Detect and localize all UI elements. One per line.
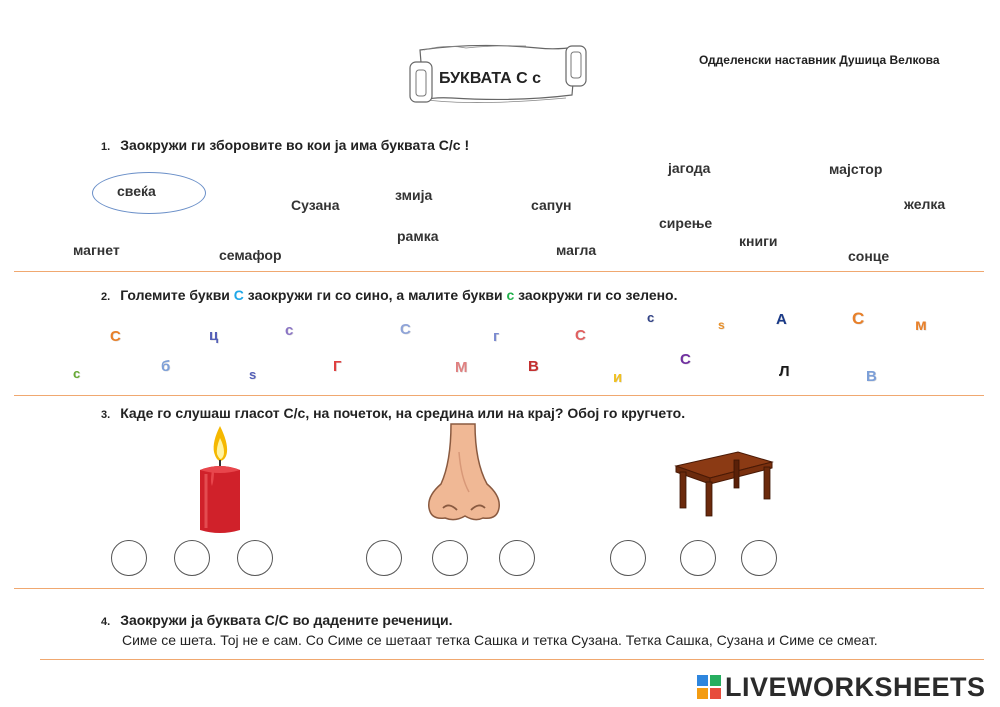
word-item[interactable]: магнет bbox=[73, 242, 120, 258]
word-item[interactable]: Сузана bbox=[291, 197, 340, 213]
answer-circle-nose-3[interactable] bbox=[499, 540, 535, 576]
task2-small-letter: с bbox=[506, 287, 515, 303]
answer-circle-candle-1[interactable] bbox=[111, 540, 147, 576]
candle-icon bbox=[196, 424, 244, 534]
task2-instruction bbox=[101, 287, 678, 303]
task3-text: Каде го слушаш гласот С/с, на почеток, на средина или на крај? Обој го кругчето. bbox=[120, 405, 686, 421]
letter-item[interactable]: М bbox=[455, 359, 468, 376]
letter-item[interactable]: б bbox=[161, 358, 171, 375]
nose-icon bbox=[425, 422, 503, 524]
letter-item[interactable]: ц bbox=[209, 327, 219, 344]
letter-item[interactable]: Г bbox=[333, 358, 342, 375]
answer-circle-table-2[interactable] bbox=[680, 540, 716, 576]
task3-instruction bbox=[101, 405, 685, 421]
word-item[interactable]: рамка bbox=[397, 228, 439, 244]
word-item[interactable]: јагода bbox=[668, 160, 711, 176]
task2-text-after: заокружи ги со зелено. bbox=[514, 287, 678, 303]
liveworksheets-logo-icon bbox=[697, 675, 721, 699]
task1-number: 1. bbox=[101, 141, 111, 153]
task4-sentence[interactable]: Симе се шета. Тој не е сам. Со Симе се шетаат тетка Сашка и тетка Сузана. Тетка Сашка, Сузана и Симе се смеат. bbox=[122, 632, 878, 648]
word-item[interactable]: змија bbox=[395, 187, 433, 203]
task2-text-middle: заокружи ги со сино, а малите букви bbox=[243, 287, 507, 303]
task4-text: Заокружи ја буквата С/С во дадените реченици. bbox=[120, 612, 453, 628]
word-item[interactable]: свеќа bbox=[117, 183, 156, 199]
letter-item[interactable]: ѕ bbox=[249, 367, 257, 382]
word-item[interactable]: сапун bbox=[531, 197, 572, 213]
answer-circle-nose-1[interactable] bbox=[366, 540, 402, 576]
task4-number: 4. bbox=[101, 616, 111, 628]
letter-item[interactable]: м bbox=[915, 317, 927, 334]
letter-item[interactable]: А bbox=[776, 311, 787, 328]
word-item[interactable]: книги bbox=[739, 233, 778, 249]
letter-item[interactable]: С bbox=[400, 321, 411, 338]
letter-item[interactable]: с bbox=[647, 310, 655, 325]
word-item[interactable]: мајстор bbox=[829, 161, 883, 177]
letter-item[interactable]: г bbox=[493, 328, 500, 345]
task4-instruction bbox=[101, 612, 452, 628]
page-title: БУКВАТА С с bbox=[439, 70, 541, 87]
teacher-name: Одделенски наставник Душица Велкова bbox=[699, 53, 940, 67]
word-item[interactable]: сирење bbox=[659, 215, 713, 231]
task3-number: 3. bbox=[101, 409, 111, 421]
separator-line bbox=[14, 588, 984, 589]
answer-circle-table-1[interactable] bbox=[610, 540, 646, 576]
word-item[interactable]: желка bbox=[904, 196, 946, 212]
task1-instruction bbox=[101, 137, 469, 153]
letter-item[interactable]: Л bbox=[779, 363, 790, 380]
separator-line bbox=[14, 395, 984, 396]
letter-item[interactable]: с bbox=[285, 322, 294, 339]
answer-circle-table-3[interactable] bbox=[741, 540, 777, 576]
answer-circle-candle-2[interactable] bbox=[174, 540, 210, 576]
word-item[interactable]: магла bbox=[556, 242, 597, 258]
letter-item[interactable]: С bbox=[110, 328, 121, 345]
answer-circle-candle-3[interactable] bbox=[237, 540, 273, 576]
letter-item[interactable]: и bbox=[613, 369, 623, 386]
letter-item[interactable]: С bbox=[852, 309, 865, 328]
letter-item[interactable]: В bbox=[528, 358, 539, 375]
task1-text: Заокружи ги зборовите во кои ја има буквата С/с ! bbox=[120, 137, 470, 153]
task2-text-before: Големите букви bbox=[120, 287, 234, 303]
separator-line bbox=[14, 271, 984, 272]
separator-line bbox=[40, 659, 984, 660]
table-icon bbox=[672, 446, 774, 518]
letter-item[interactable]: ѕ bbox=[718, 318, 725, 332]
letter-item[interactable]: В bbox=[866, 368, 877, 385]
letter-item[interactable]: С bbox=[575, 327, 586, 344]
task2-capital-letter: С bbox=[233, 287, 244, 303]
letter-item[interactable]: С bbox=[680, 351, 691, 368]
word-item[interactable]: семафор bbox=[219, 247, 282, 263]
letter-item[interactable]: с bbox=[73, 366, 81, 381]
task2-number: 2. bbox=[101, 291, 111, 303]
word-item[interactable]: сонце bbox=[848, 248, 890, 264]
brand-name: LIVEWORKSHEETS bbox=[725, 672, 986, 702]
answer-circle-nose-2[interactable] bbox=[432, 540, 468, 576]
